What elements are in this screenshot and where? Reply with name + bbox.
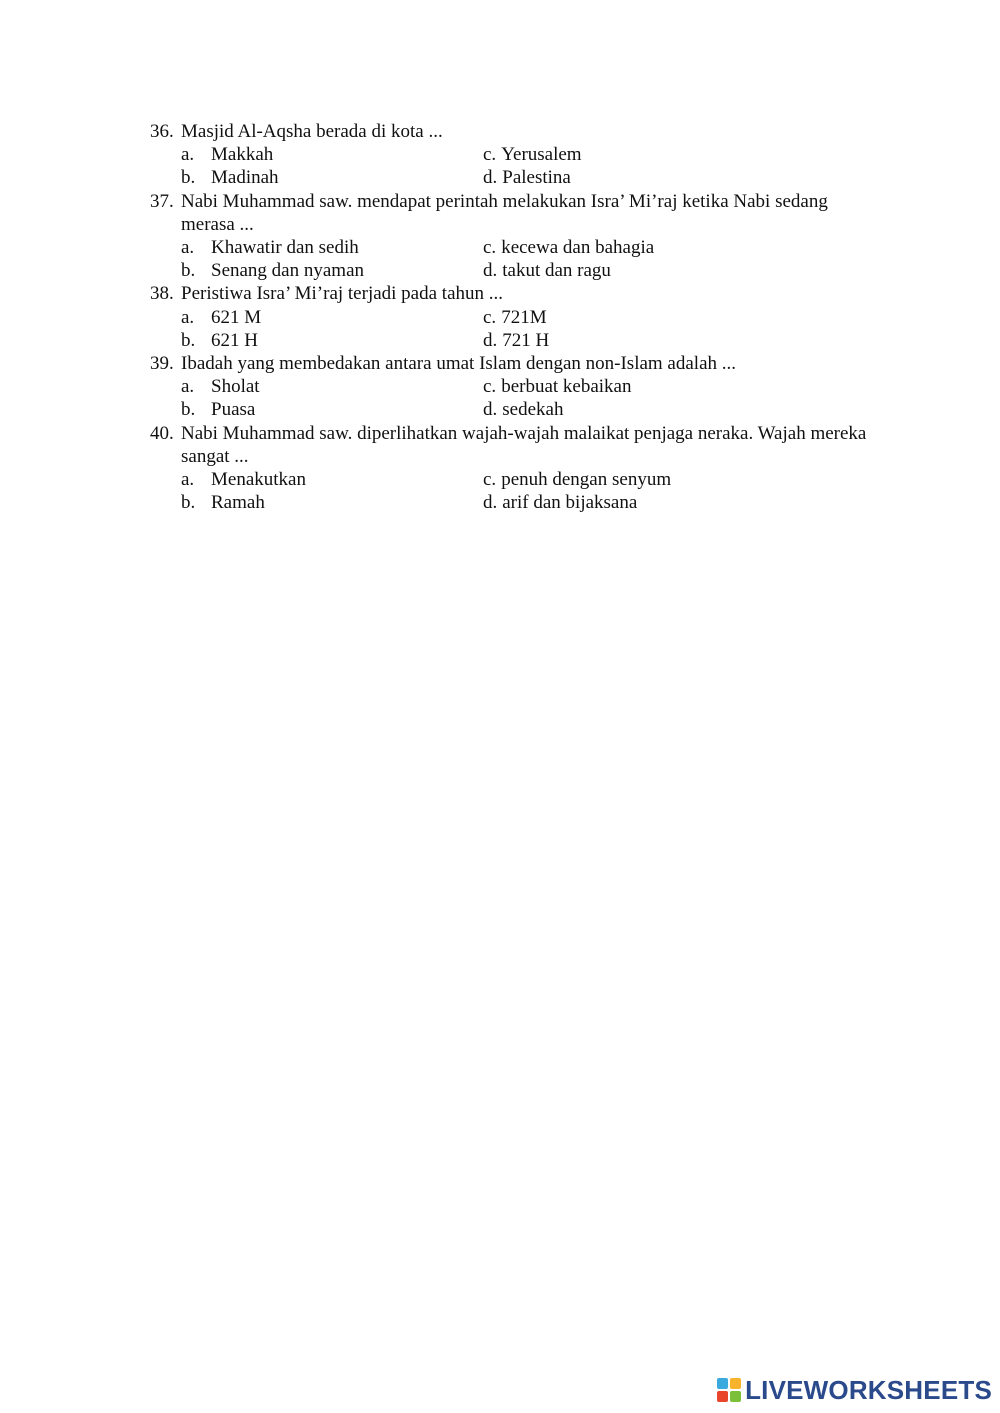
option-letter: c.: [483, 376, 497, 398]
option-d[interactable]: [483, 259, 763, 282]
option-a[interactable]: [181, 236, 483, 259]
option-letter: d.: [483, 399, 498, 421]
option-text: 621 H: [211, 329, 258, 351]
option-letter: d.: [483, 167, 498, 189]
option-letter: c.: [483, 306, 497, 328]
option-letter: c.: [483, 469, 497, 491]
option-letter: c.: [483, 144, 497, 166]
option-text: Menakutkan: [211, 469, 306, 491]
option-text: Madinah: [211, 167, 279, 189]
question-text: Ibadah yang membedakan antara umat Islam dengan non-Islam adalah ...: [181, 353, 737, 375]
option-text: Khawatir dan sedih: [211, 237, 359, 259]
question-36: [150, 120, 880, 190]
option-text: Yerusalem: [501, 144, 582, 166]
option-c[interactable]: [483, 143, 763, 166]
question-number: 36.: [150, 121, 174, 142]
option-letter: a.: [181, 237, 195, 259]
answer-options: [181, 236, 880, 282]
option-letter: d.: [483, 260, 498, 282]
question-37: [150, 190, 880, 283]
option-letter: b.: [181, 329, 196, 351]
option-text: Makkah: [211, 144, 274, 166]
question-text: Peristiwa Isra’ Mi’raj terjadi pada tahun ...: [181, 283, 504, 305]
option-text: Puasa: [211, 399, 256, 421]
option-a[interactable]: [181, 143, 483, 166]
question-number: 39.: [150, 353, 174, 375]
option-text: 721 H: [502, 329, 550, 351]
option-text: Senang dan nyaman: [211, 260, 365, 282]
option-d[interactable]: [483, 329, 763, 352]
option-text: berbuat kebaikan: [501, 376, 632, 398]
option-d[interactable]: [483, 398, 763, 421]
question-38: [150, 282, 880, 352]
option-b[interactable]: [181, 329, 483, 352]
option-letter: a.: [181, 144, 195, 166]
option-letter: b.: [181, 260, 196, 282]
option-text: Palestina: [502, 167, 571, 189]
option-text: Ramah: [211, 492, 265, 514]
option-text: takut dan ragu: [502, 260, 611, 282]
option-letter: c.: [483, 237, 497, 259]
question-number: 40.: [150, 422, 174, 444]
option-text: Sholat: [211, 376, 260, 398]
answer-options: [181, 468, 880, 514]
option-letter: b.: [181, 492, 196, 514]
question-39: [150, 352, 880, 422]
option-letter: b.: [181, 167, 196, 189]
option-d[interactable]: [483, 491, 763, 514]
option-c[interactable]: [483, 306, 763, 329]
liveworksheets-logo: [717, 1373, 992, 1407]
answer-options: [181, 375, 880, 421]
option-b[interactable]: [181, 259, 483, 282]
option-text: penuh dengan senyum: [501, 469, 672, 491]
answer-options: [181, 306, 880, 352]
option-b[interactable]: [181, 166, 483, 189]
question-number: 37.: [150, 190, 174, 212]
option-letter: d.: [483, 329, 498, 351]
question-number: 38.: [150, 283, 174, 305]
answer-options: [181, 143, 880, 189]
liveworksheets-logo-icon: [717, 1377, 743, 1403]
option-letter: a.: [181, 469, 195, 491]
logo-text: LIVEWORKSHEETS: [745, 1375, 992, 1405]
option-letter: d.: [483, 492, 498, 514]
option-c[interactable]: [483, 236, 763, 259]
option-c[interactable]: [483, 375, 763, 398]
option-a[interactable]: [181, 375, 483, 398]
question-text: Masjid Al-Aqsha berada di kota ...: [181, 121, 443, 142]
question-text: Nabi Muhammad saw. mendapat perintah melakukan Isra’ Mi’raj ketika Nabi sedang merasa ...: [181, 190, 828, 235]
option-b[interactable]: [181, 491, 483, 514]
option-text: sedekah: [502, 399, 564, 421]
option-d[interactable]: [483, 166, 763, 189]
question-text: Nabi Muhammad saw. diperlihatkan wajah-wajah malaikat penjaga neraka. Wajah mereka sangat ...: [181, 422, 867, 467]
question-40: [150, 422, 880, 515]
worksheet: [150, 120, 880, 514]
option-letter: a.: [181, 376, 195, 398]
option-letter: a.: [181, 306, 195, 328]
option-c[interactable]: [483, 468, 763, 491]
option-letter: b.: [181, 399, 196, 421]
option-a[interactable]: [181, 306, 483, 329]
option-text: 721M: [501, 306, 547, 328]
option-text: arif dan bijaksana: [502, 492, 638, 514]
option-a[interactable]: [181, 468, 483, 491]
option-text: kecewa dan bahagia: [501, 237, 655, 259]
option-b[interactable]: [181, 398, 483, 421]
option-text: 621 M: [211, 306, 262, 328]
